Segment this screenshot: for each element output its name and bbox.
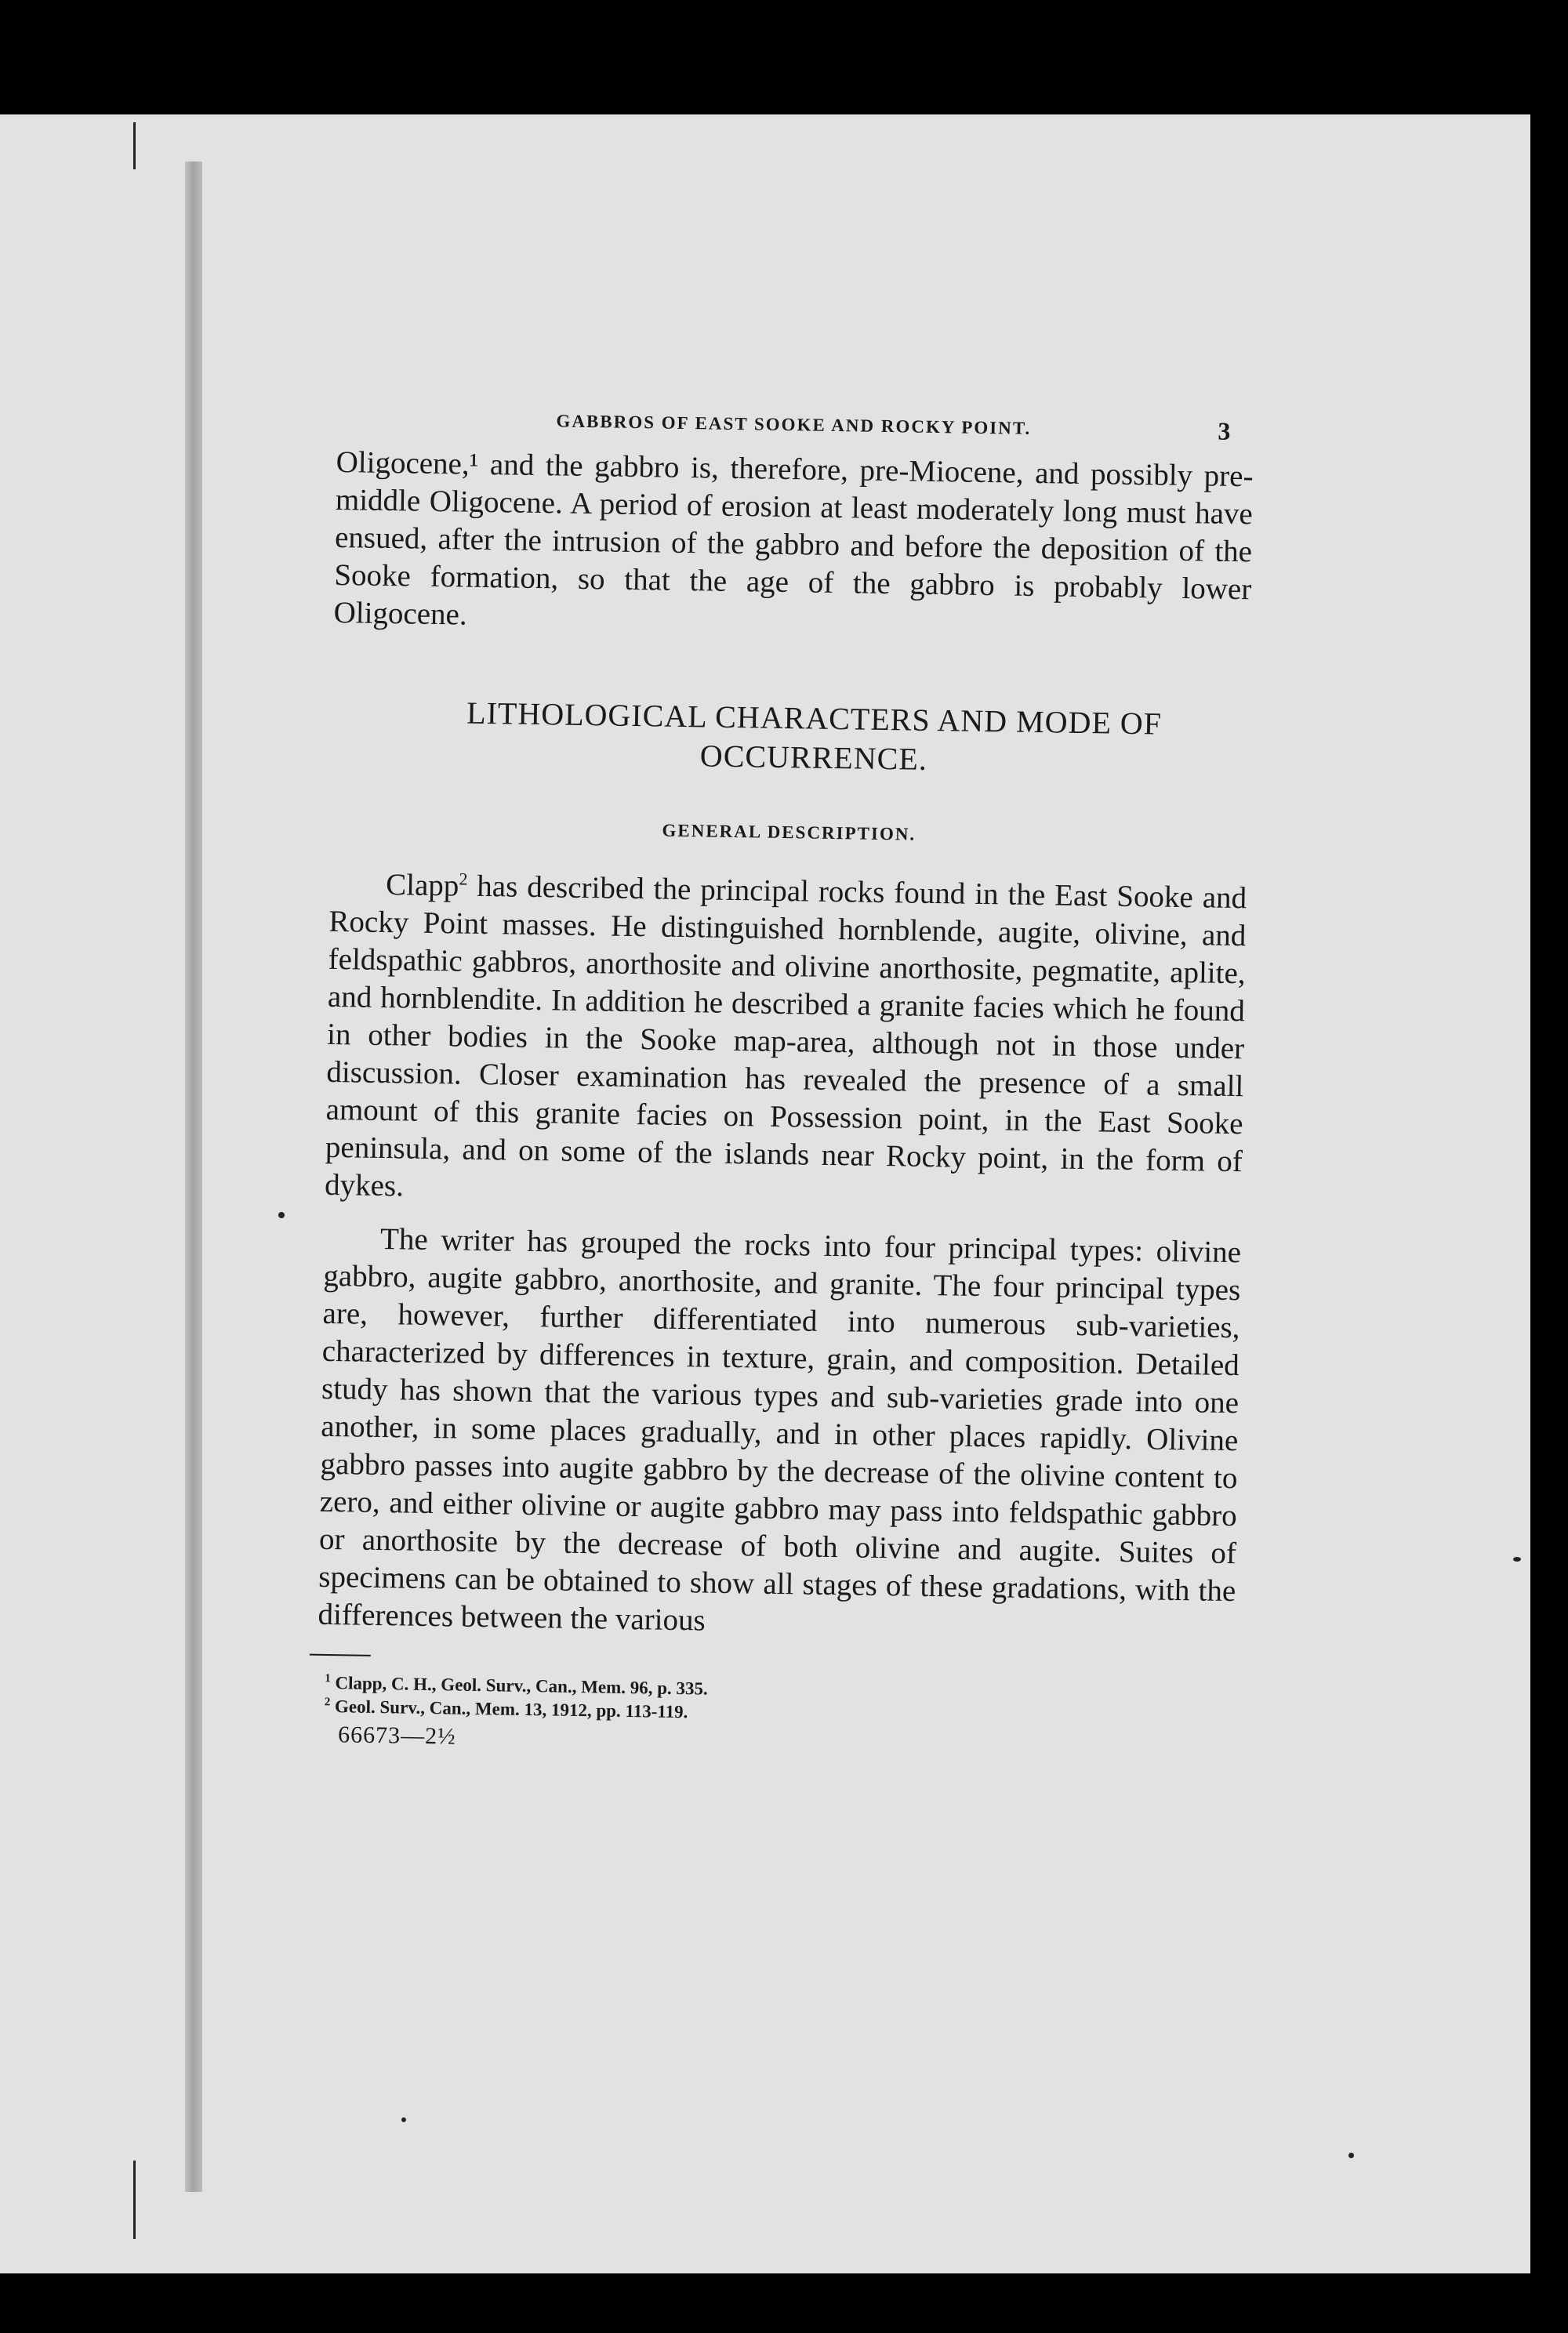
paragraph-rock-types: The writer has grouped the rocks into four principal types: olivine gabbro, augite gabbro, anorthosite, and granite. The four principal types are, however, further differentiated into numerous sub-varieties, characterized by differences in texture, grain, and composition. Detailed study has shown that the various types and sub-varieties grade into one another, in some places gradually, and in other places rapidly. Olivine gabbro passes into augite gabbro by the decrease of the olivine content to zero, and either olivine or augite gabbro may pass into feldspathic gabbro or anorthosite by the decrease of both olivine and augite. Suites of specimens can be obtained to show all stages of these gradations, with the differences between the various (318, 1222, 1242, 1638)
opening-paragraph: Oligocene,¹ and the gabbro is, therefore, pre-Miocene, and possibly pre-middle Oligocene. A period of erosion at least moderately long must have ensued, after the intrusion of the gabbro and before the deposition of the Sooke formation, so that the age of the gabbro is probably lower Oligocene. (333, 444, 1254, 632)
page-number: 3 (1218, 416, 1231, 445)
book-page (0, 114, 1530, 2273)
gutter-line-bottom (133, 2161, 136, 2239)
dust-speck (278, 1212, 285, 1218)
footnote-mark: 2 (324, 1696, 331, 1709)
gutter-line-top (133, 122, 136, 169)
page-content (316, 397, 1254, 1762)
footnote-rule (310, 1654, 371, 1656)
footnote-text: Clapp, C. H., Geol. Surv., Can., Mem. 96, p. 335. (335, 1673, 708, 1699)
footnote-mark: 1 (325, 1672, 331, 1685)
section-heading: LITHOLOGICAL CHARACTERS AND MODE OF OCCURRENCE. (466, 695, 1163, 777)
paragraph-clapp-description (325, 865, 1247, 1218)
footnote-ref-2: 2 (459, 869, 468, 889)
footnote-text: Geol. Surv., Can., Mem. 13, 1912, pp. 113-119. (334, 1696, 688, 1722)
subheading: GENERAL DESCRIPTION. (662, 820, 916, 844)
dust-speck (1513, 1557, 1521, 1562)
running-title: GABBROS OF EAST SOOKE AND ROCKY POINT. (556, 411, 1032, 438)
printer-signature-mark: 66673—2½ (337, 1722, 456, 1750)
author-name: Clapp (385, 868, 459, 903)
dust-speck (401, 2117, 406, 2122)
page-gutter-shadow (185, 161, 202, 2192)
paragraph-text: has described the principal rocks found in the East Sooke and Rocky Point masses. He distinguished hornblende, augite, olivine, and feldspathic gabbros, anorthosite and olivine anorthosite, pegmatite, aplite, and hornblendite. In addition he described a granite facies which he found in other bodies in the Sooke map-area, although not in those under discussion. Closer examination has revealed the presence of a small amount of this granite facies on Possession point, in the East Sooke peninsula, and on some of the islands near Rocky point, in the form of dykes. (324, 869, 1247, 1203)
dust-speck (1348, 2153, 1354, 2158)
